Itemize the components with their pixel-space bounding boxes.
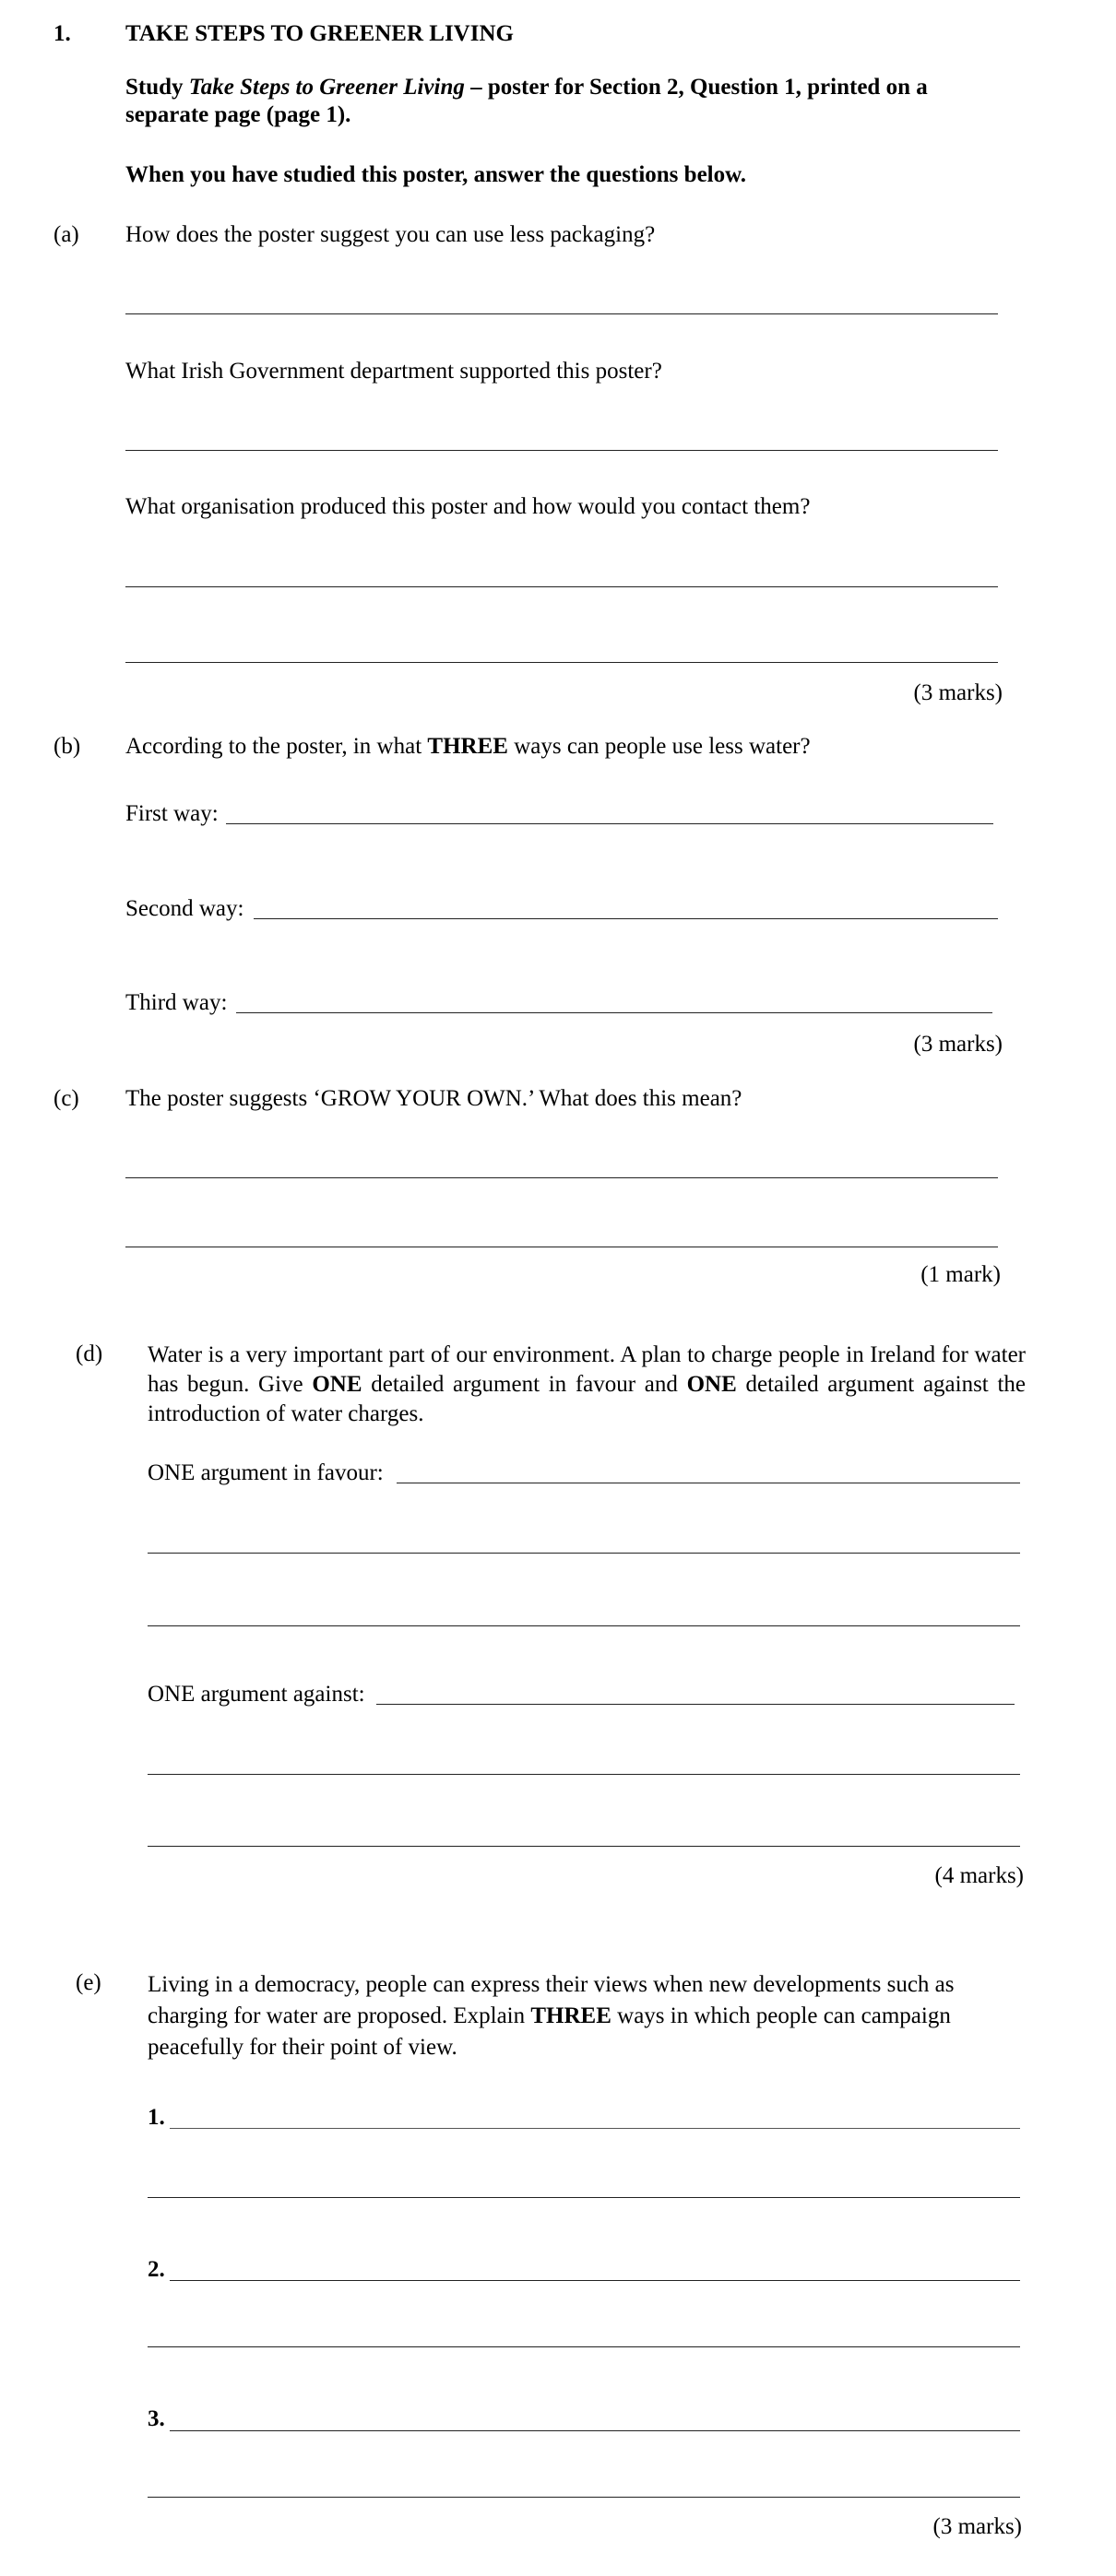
favour-label: ONE argument in favour: [148,1460,384,1485]
second-way-line[interactable] [254,918,998,919]
part-b-label: (b) [53,734,81,759]
part-c-question: The poster suggests ‘GROW YOUR OWN.’ What does this mean? [125,1086,742,1111]
part-d-question [148,1341,1026,1429]
part-b-q-bold: THREE [427,734,508,759]
part-e-marks: (3 marks) [932,2514,1022,2539]
question-number: 1. [53,21,71,46]
item-2-line-2[interactable] [148,2346,1020,2347]
part-e-label: (e) [76,1970,101,1995]
part-b-question [125,733,811,761]
item-3-line-1[interactable] [170,2430,1020,2431]
third-way-label: Third way: [125,990,228,1015]
part-d-label: (d) [76,1341,103,1366]
favour-line-3[interactable] [148,1625,1020,1626]
part-c-marks: (1 mark) [920,1262,1001,1287]
item-3-line-2[interactable] [148,2497,1020,2498]
part-d-marks: (4 marks) [934,1863,1024,1888]
part-a-label: (a) [53,222,79,247]
item-2-line-1[interactable] [170,2280,1020,2281]
first-way-line[interactable] [226,823,993,824]
item-1-line-2[interactable] [148,2197,1020,2198]
part-e-q2: ways in which people can campaign peacefully for their point of view. [148,2003,951,2060]
part-e-bold: THREE [530,2003,611,2028]
part-a-question-3: What organisation produced this poster and how would you contact them? [125,494,811,519]
favour-line-2[interactable] [148,1553,1020,1554]
against-line-1[interactable] [376,1704,1015,1705]
against-line-2[interactable] [148,1774,1020,1775]
part-d-q1: Water is a very important part of our environment. A plan to charge people in Ireland for water has begun. Give [148,1342,1026,1397]
part-d-bold-2: ONE [686,1372,737,1397]
study-rest: – poster for Section 2, Question 1, printed on a separate page (page 1). [125,75,928,127]
item-1-number: 1. [148,2105,165,2130]
answer-line-c1[interactable] [125,1177,998,1178]
against-line-3[interactable] [148,1846,1020,1847]
against-label: ONE argument against: [148,1682,365,1707]
part-d-bold-1: ONE [312,1372,362,1397]
item-2-number: 2. [148,2257,165,2282]
second-way-label: Second way: [125,896,244,921]
answer-line-a4[interactable] [125,662,998,663]
answer-line-a3[interactable] [125,586,998,587]
part-e-question [148,1969,1015,2063]
part-d-q3: detailed argument against the introduction of water charges. [148,1372,1026,1426]
part-e-q1: Living in a democracy, people can express their views when new developments such as charging for water are proposed. Explain [148,1972,955,2028]
poster-title: Take Steps to Greener Living [188,75,465,100]
answer-line-a1[interactable] [125,313,998,314]
part-b-marks: (3 marks) [913,1032,1003,1057]
item-3-number: 3. [148,2406,165,2431]
part-a-marks: (3 marks) [913,680,1003,705]
first-way-label: First way: [125,801,219,826]
part-a-question-1: How does the poster suggest you can use less packaging? [125,222,656,247]
item-1-line-1[interactable] [170,2128,1020,2129]
part-a-question-2: What Irish Government department supported this poster? [125,359,662,384]
part-b-q-before: According to the poster, in what [125,734,428,759]
study-word: Study [125,75,184,100]
part-d-q2: detailed argument in favour and [362,1372,687,1397]
part-b-q-after: ways can people use less water? [507,734,811,759]
answer-line-a2[interactable] [125,450,998,451]
answer-instruction: When you have studied this poster, answer the questions below. [125,162,747,187]
third-way-line[interactable] [236,1012,992,1013]
study-instruction [125,74,992,129]
question-title: TAKE STEPS TO GREENER LIVING [125,21,514,46]
part-c-label: (c) [53,1086,79,1111]
